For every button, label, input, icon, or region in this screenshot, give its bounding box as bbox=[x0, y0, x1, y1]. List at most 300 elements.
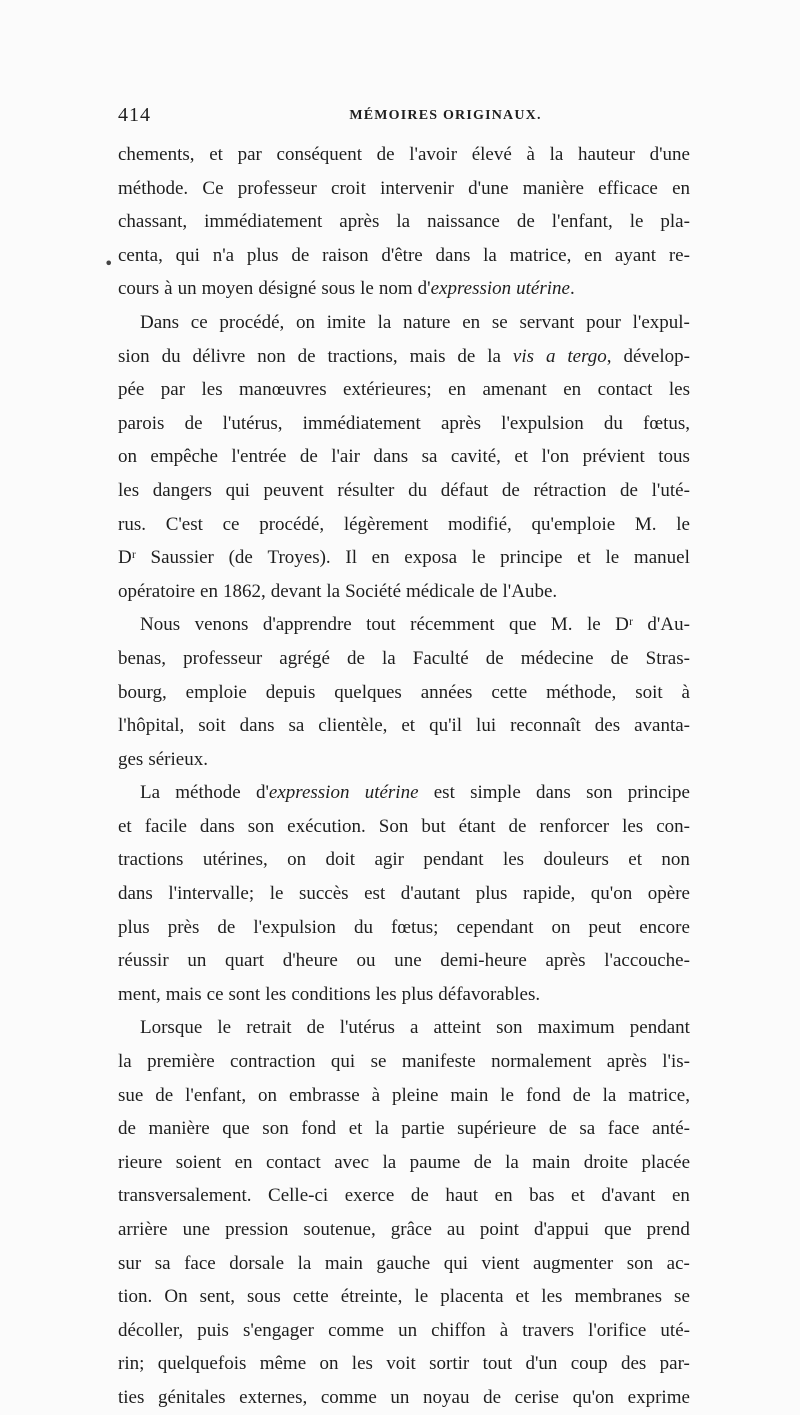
word: M. bbox=[550, 614, 573, 636]
word: de bbox=[473, 1151, 492, 1173]
word: procédé, bbox=[219, 311, 285, 333]
text-line bbox=[118, 205, 690, 239]
word: benas, bbox=[118, 647, 167, 669]
word: chements, bbox=[118, 144, 195, 165]
word: sérieux. bbox=[148, 748, 208, 770]
word: la bbox=[602, 1084, 617, 1106]
word: et bbox=[571, 1185, 585, 1207]
word: soit bbox=[198, 715, 226, 737]
word: pendant bbox=[629, 1017, 690, 1039]
word: le bbox=[471, 547, 486, 569]
italic-term: utérine bbox=[516, 278, 570, 300]
word: les bbox=[541, 1286, 563, 1308]
word: de bbox=[297, 345, 316, 367]
word: quelquefois bbox=[157, 1353, 247, 1375]
word: la bbox=[396, 211, 411, 233]
word bbox=[365, 776, 419, 810]
word: s'engager bbox=[243, 1319, 314, 1341]
word: encore bbox=[639, 916, 690, 938]
word: immédiatement bbox=[204, 211, 323, 233]
word: et bbox=[577, 547, 591, 569]
word: cependant bbox=[456, 916, 534, 938]
text-line bbox=[118, 1347, 690, 1381]
word: la bbox=[382, 1151, 397, 1173]
word: d'une bbox=[649, 144, 690, 165]
word: agrégé bbox=[279, 647, 330, 669]
word: ou bbox=[356, 950, 376, 972]
running-title: MÉMOIRES ORIGINAUX. bbox=[349, 108, 542, 123]
body-text bbox=[118, 138, 690, 1415]
word: prend bbox=[646, 1219, 690, 1240]
word: pour bbox=[586, 311, 621, 333]
word: fœtus, bbox=[643, 412, 690, 434]
word: hauteur bbox=[577, 144, 635, 165]
word: puis bbox=[197, 1319, 229, 1341]
word: première bbox=[147, 1051, 215, 1073]
word: but bbox=[421, 815, 446, 837]
word: Lorsque bbox=[140, 1017, 203, 1039]
word: pée bbox=[118, 379, 145, 401]
word: le bbox=[414, 1286, 429, 1308]
word: l'enfant, bbox=[185, 1084, 247, 1106]
word: de bbox=[410, 1185, 429, 1207]
word: empêche bbox=[150, 446, 218, 468]
word: supérieure bbox=[457, 1118, 537, 1140]
word: exerce bbox=[344, 1185, 395, 1207]
text-line bbox=[118, 1247, 690, 1281]
word: Nous bbox=[140, 614, 181, 636]
word: des bbox=[594, 715, 621, 737]
word: et bbox=[515, 1286, 530, 1308]
word: désigné bbox=[258, 278, 317, 300]
word: peuvent bbox=[263, 479, 324, 501]
text-line bbox=[118, 1179, 690, 1213]
word: naissance bbox=[427, 211, 500, 233]
word: Celle-ci bbox=[268, 1185, 329, 1207]
word: le bbox=[605, 547, 620, 569]
word: Faculté bbox=[412, 647, 469, 669]
word: on bbox=[287, 849, 307, 871]
word: manière bbox=[148, 1118, 210, 1140]
word: années bbox=[420, 681, 473, 703]
word: dans bbox=[536, 782, 571, 804]
word: les bbox=[502, 849, 525, 871]
word: manifeste bbox=[401, 1051, 476, 1073]
word: on bbox=[258, 1084, 278, 1106]
word: rétraction bbox=[533, 479, 607, 501]
italic-term: expression bbox=[430, 278, 512, 300]
word: chassant, bbox=[118, 211, 188, 233]
word: pleine bbox=[391, 1084, 439, 1106]
word: l'expulsion bbox=[501, 412, 584, 434]
word: devant bbox=[270, 580, 322, 602]
text-line bbox=[118, 776, 690, 810]
word: grâce bbox=[390, 1219, 432, 1240]
word: de bbox=[516, 211, 535, 233]
word: tout bbox=[366, 614, 396, 636]
word: qu'on bbox=[572, 1386, 615, 1408]
word: de bbox=[620, 479, 638, 501]
word: les bbox=[265, 983, 287, 1005]
word: renforcer bbox=[539, 815, 610, 837]
word: cette bbox=[292, 1286, 329, 1308]
word: normalement bbox=[491, 1051, 592, 1073]
word: qu'emploie bbox=[531, 513, 616, 535]
text-line bbox=[118, 810, 690, 844]
word: comme bbox=[328, 1319, 384, 1341]
word: re- bbox=[668, 244, 690, 266]
word: agir bbox=[374, 849, 405, 871]
word: de bbox=[501, 479, 520, 501]
italic-term: a bbox=[545, 345, 556, 367]
word: sortir bbox=[429, 1353, 470, 1375]
word: du bbox=[161, 345, 181, 367]
text-line bbox=[118, 1213, 690, 1247]
word: plus bbox=[246, 244, 279, 266]
word: la bbox=[326, 580, 341, 602]
word: douleurs bbox=[543, 849, 609, 871]
word: méthode, bbox=[546, 681, 617, 703]
word: de bbox=[485, 647, 504, 669]
word: contact bbox=[597, 379, 653, 401]
word: d'expression bbox=[417, 278, 512, 300]
word: plus bbox=[401, 983, 434, 1005]
word: génitales bbox=[158, 1386, 226, 1408]
word: la bbox=[118, 1051, 132, 1073]
word: en bbox=[494, 1185, 513, 1207]
word: on bbox=[118, 446, 137, 468]
word: d'appui bbox=[533, 1219, 590, 1240]
word: ac- bbox=[666, 1252, 690, 1274]
text-line bbox=[118, 608, 690, 642]
word: d'une bbox=[468, 177, 509, 199]
word: sent, bbox=[199, 1286, 235, 1308]
italic-term: tergo bbox=[567, 345, 607, 367]
word: de bbox=[483, 1386, 502, 1408]
word: la bbox=[487, 345, 501, 367]
word: l'expulsion bbox=[253, 916, 336, 938]
word: et bbox=[628, 849, 642, 871]
word: cours bbox=[118, 278, 160, 300]
word: ties bbox=[118, 1386, 145, 1408]
italic-term: vis bbox=[512, 345, 535, 367]
word: augmenter bbox=[533, 1252, 614, 1274]
word: la bbox=[374, 1118, 389, 1140]
word: en bbox=[671, 1185, 690, 1207]
word: l'on bbox=[541, 446, 570, 468]
word: paume bbox=[409, 1151, 461, 1173]
word: Dʳ bbox=[118, 547, 136, 569]
text-line bbox=[118, 340, 690, 374]
word: travers bbox=[522, 1319, 574, 1341]
text-line bbox=[118, 978, 690, 1012]
text-line bbox=[118, 508, 690, 542]
word: la bbox=[381, 647, 396, 669]
word: parois bbox=[118, 412, 165, 434]
word: tractions, bbox=[327, 345, 398, 367]
margin-mark: • bbox=[104, 254, 114, 273]
word: rapide, bbox=[522, 883, 576, 905]
word: en bbox=[563, 379, 582, 401]
word: à bbox=[499, 1319, 509, 1341]
word: les bbox=[201, 379, 223, 401]
word: tion. bbox=[118, 1286, 153, 1308]
word: contact bbox=[265, 1151, 321, 1173]
word: le bbox=[586, 614, 601, 636]
word: on bbox=[319, 1353, 339, 1375]
word: le bbox=[360, 278, 374, 300]
word: pla- bbox=[660, 211, 690, 233]
word: sur bbox=[118, 1252, 142, 1274]
word: plus bbox=[118, 916, 150, 938]
word: non bbox=[257, 345, 286, 367]
text-line bbox=[118, 642, 690, 676]
word: élevé bbox=[471, 144, 512, 165]
word: tous bbox=[658, 446, 690, 468]
word: centa, bbox=[118, 244, 163, 266]
word: en bbox=[584, 244, 603, 266]
word: décoller, bbox=[118, 1319, 184, 1341]
word: nature bbox=[403, 311, 451, 333]
word: l'utérus, bbox=[222, 412, 283, 434]
word: se bbox=[370, 1051, 387, 1073]
word: dans bbox=[435, 244, 471, 266]
word: nom bbox=[378, 278, 413, 300]
word: on bbox=[296, 311, 316, 333]
word: de bbox=[610, 647, 629, 669]
word: les bbox=[375, 983, 397, 1005]
word: sa bbox=[421, 446, 438, 468]
word: les bbox=[351, 1353, 373, 1375]
word: une bbox=[182, 1219, 211, 1240]
word: son bbox=[496, 1017, 523, 1039]
word: bas bbox=[529, 1185, 555, 1207]
word: con- bbox=[656, 815, 690, 837]
word: reconnaît bbox=[510, 715, 581, 737]
word: récemment bbox=[410, 614, 495, 636]
word: du bbox=[603, 412, 623, 434]
word: même bbox=[259, 1353, 307, 1375]
word: chiffon bbox=[431, 1319, 486, 1341]
word: qui bbox=[175, 244, 200, 266]
word: fœtus; bbox=[390, 916, 439, 938]
word: en bbox=[462, 311, 481, 333]
word: Stras- bbox=[645, 647, 690, 669]
word: en bbox=[200, 580, 218, 602]
word: à bbox=[681, 681, 690, 703]
word: les bbox=[668, 379, 690, 401]
word: opère bbox=[647, 883, 690, 905]
word: Troyes). bbox=[267, 547, 331, 569]
word: dorsale bbox=[229, 1252, 285, 1274]
word: imite bbox=[326, 311, 366, 333]
word: étreinte, bbox=[340, 1286, 403, 1308]
word: moyen bbox=[201, 278, 254, 300]
word: procédé, bbox=[259, 513, 325, 535]
word: exécution. bbox=[287, 815, 366, 837]
word: lui bbox=[476, 715, 497, 737]
word: maximum bbox=[537, 1017, 615, 1039]
word: de bbox=[291, 244, 310, 266]
text-line bbox=[118, 1045, 690, 1079]
word: et bbox=[118, 815, 132, 837]
text-line bbox=[118, 138, 690, 172]
word: l'utérus bbox=[339, 1017, 395, 1039]
word: servant bbox=[519, 311, 575, 333]
word: de bbox=[508, 815, 527, 837]
word: quelques bbox=[334, 681, 402, 703]
word: face bbox=[184, 1252, 216, 1274]
italic-term: utérine bbox=[364, 782, 419, 804]
word: dévelop- bbox=[623, 345, 690, 367]
word: croit bbox=[331, 177, 366, 199]
word: C'est bbox=[165, 513, 203, 535]
word: d'heure bbox=[282, 950, 338, 972]
word: par bbox=[237, 144, 262, 165]
text-line bbox=[118, 474, 690, 508]
word: cette bbox=[491, 681, 528, 703]
word: l'enfant, bbox=[551, 211, 613, 233]
text-line bbox=[118, 911, 690, 945]
text-line bbox=[118, 407, 690, 441]
word: Son bbox=[378, 815, 409, 837]
word: placenta bbox=[440, 1286, 504, 1308]
word: un bbox=[177, 278, 197, 300]
word: modifié, bbox=[447, 513, 512, 535]
word: bourg, bbox=[118, 681, 167, 703]
word: au bbox=[446, 1219, 465, 1240]
text-line bbox=[118, 306, 690, 340]
running-head bbox=[118, 104, 688, 128]
word: du bbox=[408, 479, 428, 501]
word: rus. bbox=[118, 513, 146, 535]
word: à bbox=[526, 144, 535, 165]
word: externes, bbox=[239, 1386, 308, 1408]
word: professeur bbox=[183, 647, 263, 669]
word: dangers bbox=[152, 479, 212, 501]
word: partie bbox=[401, 1118, 445, 1140]
word: son bbox=[626, 1252, 654, 1274]
word: depuis bbox=[265, 681, 316, 703]
word: avanta- bbox=[634, 715, 690, 737]
word: raison bbox=[322, 244, 369, 266]
word: étant bbox=[458, 815, 496, 837]
word: uté- bbox=[660, 1319, 690, 1341]
word: 1862, bbox=[222, 580, 266, 602]
word: la bbox=[549, 144, 564, 165]
text-line bbox=[118, 172, 690, 206]
word: et bbox=[401, 715, 416, 737]
word: mais bbox=[409, 345, 446, 367]
word: (de bbox=[228, 547, 253, 569]
word: exprime bbox=[627, 1386, 690, 1408]
word: amenant bbox=[482, 379, 547, 401]
word: du bbox=[353, 916, 373, 938]
word: retrait bbox=[246, 1017, 292, 1039]
word: à bbox=[371, 1084, 381, 1106]
word: transversalement. bbox=[118, 1185, 252, 1207]
word: emploie bbox=[185, 681, 247, 703]
word: l'expul- bbox=[632, 311, 690, 333]
word: de bbox=[299, 446, 318, 468]
word: clientèle, bbox=[318, 715, 388, 737]
word: n'a bbox=[212, 244, 235, 266]
text-line bbox=[118, 272, 690, 306]
word: la bbox=[483, 244, 497, 266]
word: de bbox=[548, 1118, 567, 1140]
word: l'avoir bbox=[409, 144, 458, 165]
word: principe bbox=[500, 547, 563, 569]
word: sue bbox=[118, 1084, 144, 1106]
word: utérines, bbox=[202, 849, 268, 871]
text-line bbox=[118, 709, 690, 743]
word: d'être bbox=[381, 244, 423, 266]
word: quart bbox=[225, 950, 265, 972]
word: droite bbox=[583, 1151, 629, 1173]
word: défaut bbox=[440, 479, 489, 501]
word: Dans bbox=[140, 311, 180, 333]
word: après bbox=[339, 211, 380, 233]
word: mais bbox=[165, 983, 202, 1005]
word: après bbox=[545, 950, 586, 972]
word: l'air bbox=[331, 446, 360, 468]
word: avec bbox=[334, 1151, 370, 1173]
word: sion bbox=[118, 345, 150, 367]
text-line bbox=[118, 743, 690, 777]
word: matrice, bbox=[628, 1084, 690, 1106]
word: et bbox=[209, 144, 223, 165]
word: embrasse bbox=[288, 1084, 360, 1106]
word: prévient bbox=[582, 446, 645, 468]
word: de bbox=[346, 647, 365, 669]
word: a bbox=[409, 1017, 419, 1039]
word: méthode bbox=[175, 782, 241, 804]
word: plus bbox=[475, 883, 508, 905]
word: le bbox=[500, 1084, 514, 1106]
word: sa bbox=[579, 1118, 596, 1140]
word: en bbox=[371, 547, 390, 569]
word: intervenir bbox=[380, 177, 454, 199]
word: qui bbox=[330, 1051, 356, 1073]
word: que bbox=[222, 1118, 250, 1140]
word: en bbox=[448, 379, 467, 401]
word: opératoire bbox=[118, 580, 196, 602]
word: demi-heure bbox=[440, 950, 527, 972]
word: ayant bbox=[614, 244, 657, 266]
word: anté- bbox=[651, 1118, 690, 1140]
word: membranes bbox=[574, 1286, 663, 1308]
word: dans bbox=[373, 446, 409, 468]
word: délivre bbox=[192, 345, 246, 367]
word: de bbox=[118, 1118, 136, 1140]
word: venons bbox=[194, 614, 249, 636]
word: un bbox=[187, 950, 207, 972]
word: pendant bbox=[423, 849, 484, 871]
word: conditions bbox=[291, 983, 371, 1005]
word: défavorables. bbox=[438, 983, 541, 1005]
text-line bbox=[118, 1381, 690, 1415]
word: manière bbox=[522, 177, 584, 199]
word: et bbox=[514, 446, 529, 468]
word: des bbox=[620, 1353, 647, 1375]
word: sa bbox=[154, 1252, 171, 1274]
word: médecine bbox=[520, 647, 594, 669]
word: par- bbox=[659, 1353, 690, 1375]
word: principe bbox=[627, 782, 690, 804]
text-line bbox=[118, 440, 690, 474]
word: l'accouche- bbox=[604, 950, 690, 972]
word: main bbox=[450, 1084, 489, 1106]
